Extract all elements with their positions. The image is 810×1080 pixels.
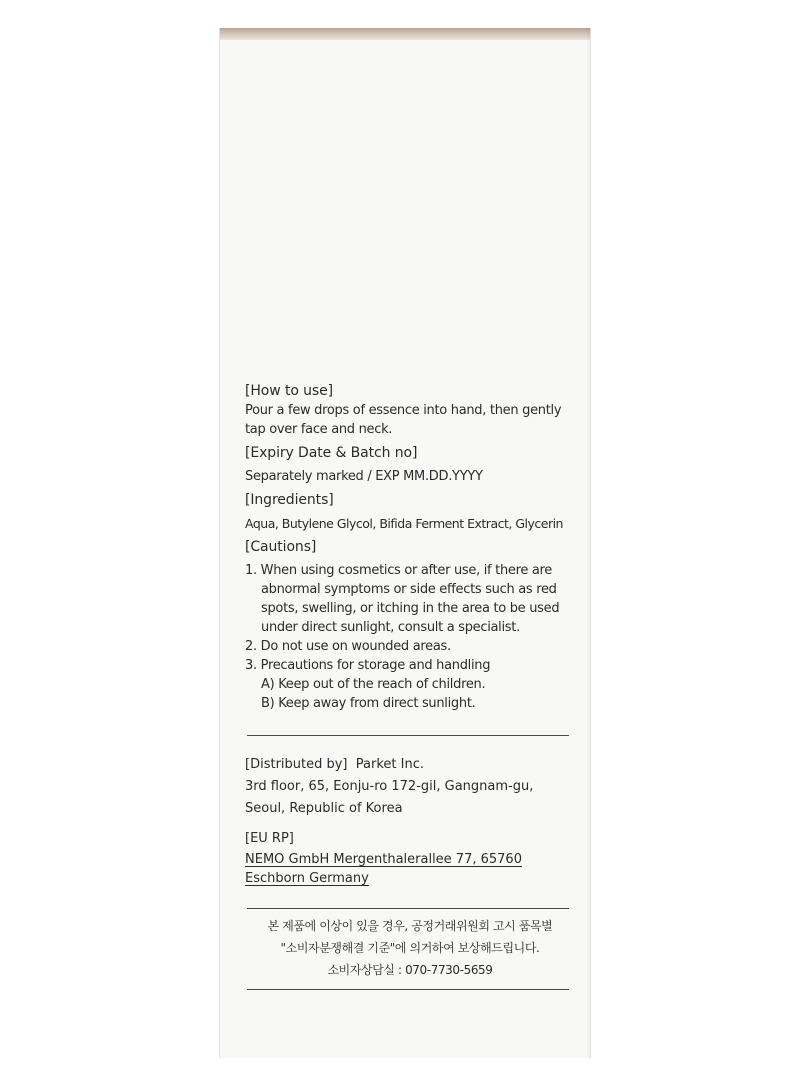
expiry-text: Separately marked / EXP MM.DD.YYYY — [245, 469, 483, 484]
distributor-address-line-2: Seoul, Republic of Korea — [245, 801, 403, 816]
how-to-use-section — [245, 382, 575, 439]
distributor-heading — [245, 754, 575, 776]
korean-notice-line-3: 소비자상담실 : 070-7730-5659 — [327, 963, 493, 977]
distributor-label: [Distributed by] — [245, 757, 348, 772]
caution-item-1: 1. When using cosmetics or after use, if there are — [245, 563, 553, 578]
divider-3 — [247, 989, 569, 990]
distributor-section — [245, 754, 575, 820]
distributor-address-line-1: 3rd floor, 65, Eonju-ro 172-gil, Gangnam-gu, — [245, 779, 534, 794]
label-content — [245, 382, 575, 990]
expiry-title: [Expiry Date & Batch no] — [245, 445, 418, 461]
korean-notice-section — [245, 915, 575, 981]
caution-item-1-cont-3: under direct sunlight, consult a specialist. — [261, 620, 520, 635]
caution-item-1-cont-1: abnormal symptoms or side effects such as red — [261, 582, 557, 597]
cautions-section — [245, 538, 575, 713]
caution-item-1-cont-2: spots, swelling, or itching in the area to be used — [261, 601, 560, 616]
how-to-use-line-1: Pour a few drops of essence into hand, then gently — [245, 403, 562, 418]
cautions-title: [Cautions] — [245, 539, 317, 555]
caution-item-3: 3. Precautions for storage and handling — [245, 658, 491, 673]
distributor-name: Parket Inc. — [355, 757, 424, 772]
box-side-shade — [586, 28, 590, 1058]
eu-rp-section — [245, 828, 575, 888]
product-box-panel — [219, 28, 591, 1058]
caution-item-3b: B) Keep away from direct sunlight. — [261, 696, 476, 711]
eu-rp-title: [EU RP] — [245, 831, 294, 846]
ingredients-text: Aqua, Butylene Glycol, Bifida Ferment Extract, Glycerin — [245, 516, 563, 531]
box-top-edge — [220, 28, 590, 40]
how-to-use-title: [How to use] — [245, 383, 334, 399]
caution-item-3a: A) Keep out of the reach of children. — [261, 677, 486, 692]
korean-notice-line-1: 본 제품에 이상이 있을 경우, 공정거래위원회 고시 품목별 — [267, 919, 553, 933]
ingredients-section — [245, 491, 575, 533]
expiry-section — [245, 444, 575, 486]
eu-rp-line-2: Eschborn Germany — [245, 871, 369, 886]
caution-item-2: 2. Do not use on wounded areas. — [245, 639, 451, 654]
cautions-list — [245, 561, 575, 713]
korean-notice-line-2: "소비자분쟁해결 기준"에 의거하여 보상해드립니다. — [280, 941, 540, 955]
ingredients-title: [Ingredients] — [245, 492, 334, 508]
eu-rp-line-1: NEMO GmbH Mergenthalerallee 77, 65760 — [245, 852, 522, 867]
how-to-use-line-2: tap over face and neck. — [245, 422, 393, 437]
